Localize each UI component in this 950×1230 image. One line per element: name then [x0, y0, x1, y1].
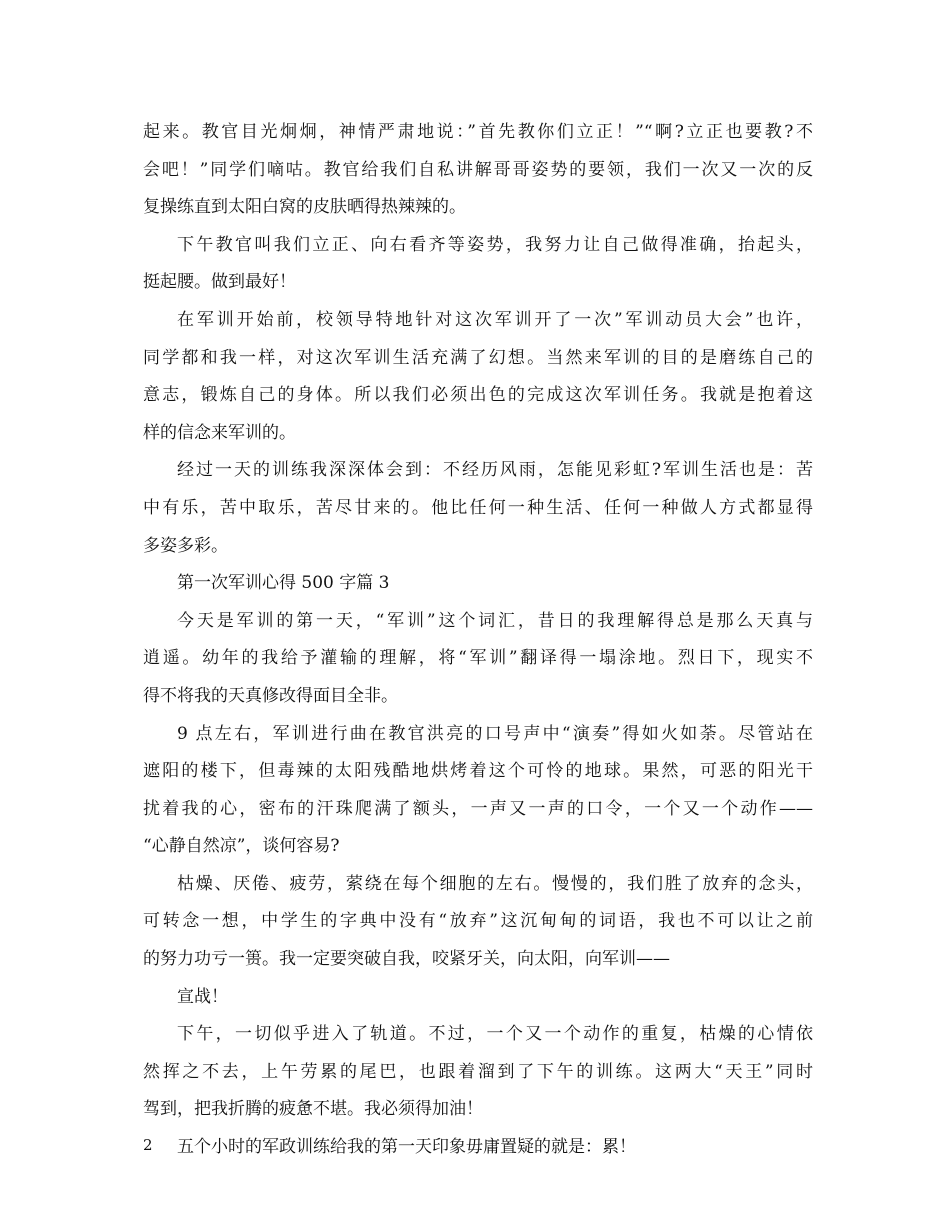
text-line: 9 点左右，军训进行曲在教官洪亮的口号声中“演奏”得如火如荼。尽管站在 — [177, 723, 813, 744]
text-line: 然挥之不去，上午劳累的尾巴，也跟着溜到了下午的训练。这两大“天王”同时 — [143, 1061, 813, 1082]
text-line: 复操练直到太阳白窝的皮肤晒得热辣辣的。 — [143, 197, 466, 218]
text-line: “心静自然凉”，谈何容易? — [143, 836, 340, 857]
text-line: 驾到，把我折腾的疲惫不堪。我必须得加油！ — [143, 1099, 483, 1120]
text-line: 今天是军训的第一天，“军训”这个词汇，昔日的我理解得总是那么天真与 — [177, 610, 813, 631]
text-line: 宣战！ — [177, 986, 228, 1007]
text-line: 多姿多彩。 — [143, 535, 228, 556]
document-body — [143, 114, 813, 1167]
text-line: 逍遥。幼年的我给予灌输的理解，将“军训”翻译得一塌涂地。烈日下，现实不 — [143, 648, 813, 669]
section-heading: 第一次军训心得 500 字篇 3 — [177, 573, 390, 594]
text-line: 下午，一切似乎进入了轨道。不过，一个又一个动作的重复，枯燥的心情依 — [177, 1024, 813, 1045]
text-line: 五个小时的军政训练给我的第一天印象毋庸置疑的就是：累！ — [177, 1137, 636, 1158]
text-line: 经过一天的训练我深深体会到：不经历风雨，怎能见彩虹?军训生活也是：苦 — [177, 460, 813, 481]
text-line: 在军训开始前，校领导特地针对这次军训开了一次”军训动员大会”也许， — [177, 309, 813, 330]
text-line: 会吧！”同学们嘀咕。教官给我们自私讲解哥哥姿势的要领，我们一次又一次的反 — [143, 159, 813, 180]
text-line: 扰着我的心，密布的汗珠爬满了额头，一声又一声的口令，一个又一个动作—— — [143, 798, 813, 819]
text-line: 遮阳的楼下，但毒辣的太阳残酷地烘烤着这个可怜的地球。果然，可恶的阳光干 — [143, 761, 813, 782]
text-line: 挺起腰。做到最好！ — [143, 272, 296, 293]
text-line: 枯燥、厌倦、疲劳，萦绕在每个细胞的左右。慢慢的，我们胜了放弃的念头， — [177, 873, 813, 894]
text-line: 中有乐，苦中取乐，苦尽甘来的。他比任何一种生活、任何一种做人方式都显得 — [143, 497, 813, 518]
text-line: 的努力功亏一篑。我一定要突破自我，咬紧牙关，向太阳，向军训—— — [143, 949, 670, 970]
text-line: 样的信念来军训的。 — [143, 422, 296, 443]
text-line: 起来。教官目光炯炯，神情严肃地说：”首先教你们立正！”“啊?立正也要教?不 — [143, 122, 813, 142]
text-line: 意志，锻炼自己的身体。所以我们必须出色的完成这次军训任务。我就是抱着这 — [143, 385, 813, 406]
text-line: 下午教官叫我们立正、向右看齐等姿势，我努力让自己做得准确，抬起头， — [177, 234, 813, 255]
text-line: 可转念一想，中学生的字典中没有“放弃”这沉甸甸的词语，我也不可以让之前 — [143, 911, 813, 932]
text-line: 得不将我的天真修改得面目全非。 — [143, 685, 398, 706]
page-number: 2 — [143, 1136, 153, 1154]
text-line: 同学都和我一样，对这次军训生活充满了幻想。当然来军训的目的是磨练自己的 — [143, 347, 813, 368]
